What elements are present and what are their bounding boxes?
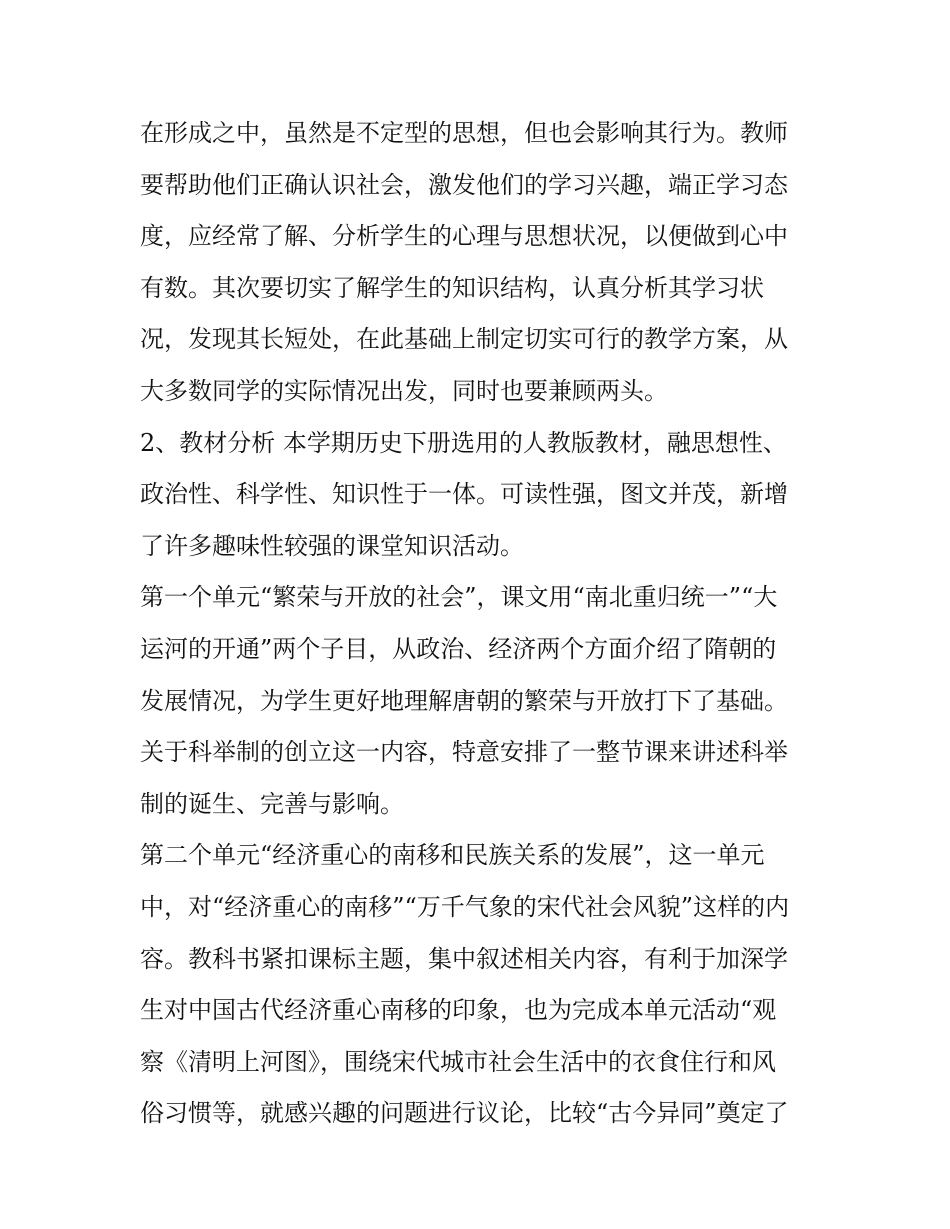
text-line: 俗习惯等，就感兴趣的问题进行议论，比较“古今异同”奠定了 xyxy=(140,1099,789,1128)
text-line: 生对中国古代经济重心南移的印象，也为完成本单元活动“观 xyxy=(140,996,777,1025)
text-line: 制的诞生、完善与影响。 xyxy=(140,789,404,818)
text-line: 察《清明上河图》，围绕宋代城市社会生活中的衣食住行和风 xyxy=(140,1047,776,1076)
text-line: 中，对“经济重心的南移”“万千气象的宋代社会风貌”这样的内 xyxy=(140,892,790,921)
text-line: 度，应经常了解、分析学生的心理与思想状况，以便做到心中 xyxy=(140,222,788,251)
text-line: 容。教科书紧扣课标主题，集中叙述相关内容，有利于加深学 xyxy=(140,944,788,973)
text-line: 第一个单元“繁荣与开放的社会”，课文用“南北重归统一”“大 xyxy=(140,583,778,612)
text-line: 运河的开通”两个子目，从政治、经济两个方面介绍了隋朝的 xyxy=(140,634,777,663)
text-line: 第二个单元“经济重心的南移和民族关系的发展”，这一单元 xyxy=(140,841,765,870)
text-line: 关于科举制的创立这一内容，特意安排了一整节课来讲述科举 xyxy=(140,738,788,767)
text-line: 政治性、科学性、知识性于一体。可读性强，图文并茂，新增 xyxy=(140,480,788,509)
text-line: 了许多趣味性较强的课堂知识活动。 xyxy=(140,531,524,560)
text-line: 要帮助他们正确认识社会，激发他们的学习兴趣，端正学习态 xyxy=(140,170,788,199)
body-text xyxy=(140,108,830,1140)
text-line: 况，发现其长短处，在此基础上制定切实可行的教学方案，从 xyxy=(140,325,788,354)
text-line: 2、教材分析 本学期历史下册选用的人教版教材，融思想性、 xyxy=(140,428,787,457)
text-line: 有数。其次要切实了解学生的知识结构，认真分析其学习状 xyxy=(140,273,764,302)
text-line: 发展情况，为学生更好地理解唐朝的繁荣与开放打下了基础。 xyxy=(140,686,788,715)
text-line: 大多数同学的实际情况出发，同时也要兼顾两头。 xyxy=(140,376,668,405)
text-line: 在形成之中，虽然是不定型的思想，但也会影响其行为。教师 xyxy=(140,119,788,147)
